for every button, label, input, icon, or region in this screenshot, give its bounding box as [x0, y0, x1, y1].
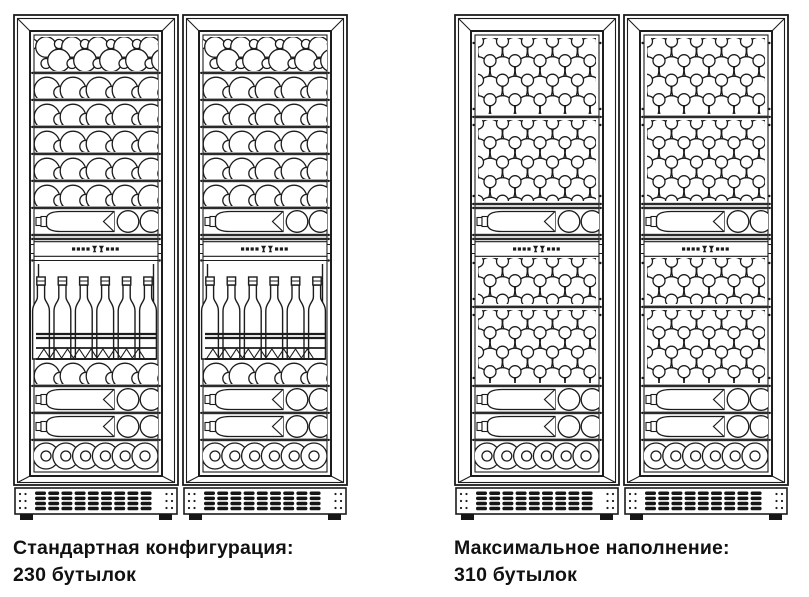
shelf — [472, 412, 602, 415]
caption-standard — [13, 535, 348, 589]
shelf — [200, 153, 330, 156]
lying-bottle-row — [646, 416, 772, 438]
shelf — [472, 306, 602, 309]
lying-bottle-row — [646, 211, 772, 233]
wine-cabinet-standard-right — [182, 14, 348, 522]
shelf — [31, 126, 161, 129]
lying-bottle-row — [205, 211, 331, 233]
bottle-end-double-row — [28, 37, 179, 72]
shelf — [31, 207, 161, 210]
feet — [461, 514, 613, 520]
lying-bottle-row — [477, 389, 603, 411]
stacked-bottles-block — [623, 35, 789, 123]
shelf — [641, 116, 771, 119]
shelf — [472, 116, 602, 119]
caption-standard-line2: 230 бутылок — [13, 564, 137, 586]
feet — [20, 514, 172, 520]
bottle-end-double-row — [197, 37, 348, 72]
lying-bottle-row — [36, 416, 162, 438]
cabinet-pair-max — [454, 14, 789, 522]
shelf — [641, 412, 771, 415]
lying-bottle-row — [477, 416, 603, 438]
bottle-bottom-row — [474, 443, 599, 469]
shelf — [31, 385, 161, 388]
shelf — [31, 72, 161, 75]
ventilation-plinth — [15, 488, 177, 520]
shelf — [200, 72, 330, 75]
shelf — [200, 439, 330, 442]
feet — [630, 514, 782, 520]
caption-max-line1: Максимальное наполнение: — [454, 537, 730, 559]
shelf — [31, 412, 161, 415]
lying-bottle-row — [205, 416, 331, 438]
lying-bottle-row — [646, 389, 772, 411]
stacked-bottles-block — [454, 307, 620, 395]
ventilation-plinth — [625, 488, 787, 520]
wine-cabinet-max-right — [623, 14, 789, 522]
caption-standard-line1: Стандартная конфигурация: — [13, 537, 294, 559]
ventilation-plinth — [184, 488, 346, 520]
wine-cabinet-standard-left — [13, 14, 179, 522]
stacked-bottles-block — [454, 35, 620, 123]
shelf — [200, 99, 330, 102]
lying-bottle-row — [205, 389, 331, 411]
figure-standard-configuration — [13, 14, 348, 589]
ventilation-plinth — [456, 488, 618, 520]
shelf — [200, 412, 330, 415]
lying-bottle-row — [477, 211, 603, 233]
figure-maximum-filling — [454, 14, 789, 589]
cabinet-pair-standard — [13, 14, 348, 522]
bottle-bottom-row — [202, 443, 327, 469]
stacked-bottles-block — [623, 307, 789, 395]
lying-bottle-row — [36, 211, 162, 233]
shelf — [472, 439, 602, 442]
shelf — [31, 439, 161, 442]
shelf — [31, 153, 161, 156]
wine-cabinet-max-left — [454, 14, 620, 522]
caption-max-line2: 310 бутылок — [454, 564, 578, 586]
shelf — [31, 99, 161, 102]
shelf — [472, 385, 602, 388]
shelf — [200, 207, 330, 210]
caption-max — [454, 535, 789, 589]
lying-bottle-row — [36, 389, 162, 411]
shelf — [200, 180, 330, 183]
bottle-bottom-row — [643, 443, 768, 469]
shelf — [641, 439, 771, 442]
shelf — [200, 385, 330, 388]
bottle-bottom-row — [33, 443, 158, 469]
shelf — [641, 385, 771, 388]
shelf — [200, 126, 330, 129]
feet — [189, 514, 341, 520]
shelf — [641, 306, 771, 309]
shelf — [31, 180, 161, 183]
